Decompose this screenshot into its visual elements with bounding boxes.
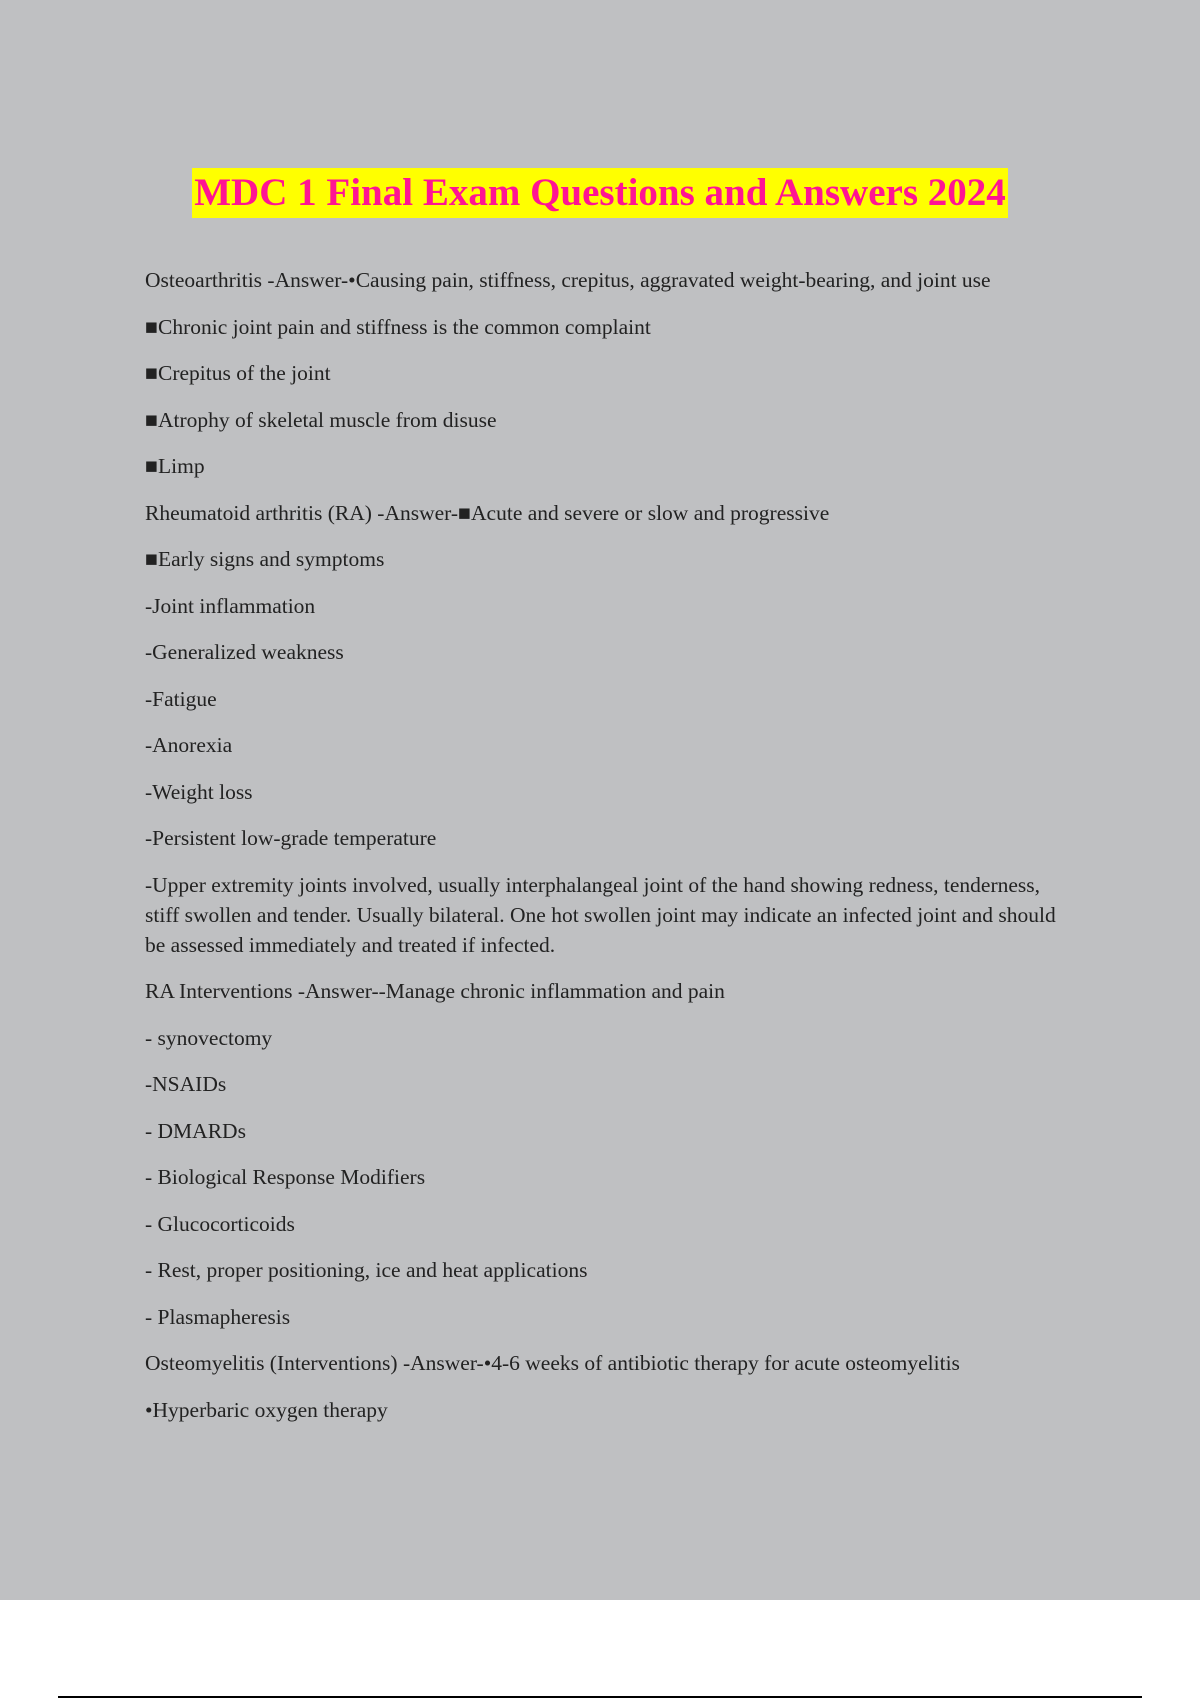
paragraph: -Fatigue bbox=[145, 686, 217, 711]
paragraph: •Hyperbaric oxygen therapy bbox=[145, 1397, 388, 1422]
paragraph: - synovectomy bbox=[145, 1025, 273, 1050]
paragraph: Osteoarthritis -Answer-•Causing pain, stiffness, crepitus, aggravated weight-bearing, and joint use bbox=[145, 268, 991, 292]
paragraph: -Generalized weakness bbox=[145, 640, 344, 664]
paragraph: -NSAIDs bbox=[145, 1072, 227, 1096]
paragraph: - DMARDs bbox=[145, 1118, 246, 1143]
paragraph: -Joint inflammation bbox=[145, 593, 316, 618]
paragraph: -Persistent low-grade temperature bbox=[145, 826, 437, 850]
paragraph: -Upper extremity joints involved, usually interphalangeal joint of the hand showing redness, tenderness, stiff swollen and tender. Usually bilateral. One hot swollen joint may indicate an infected joint and should be assessed immediately and treated if infected. bbox=[145, 872, 1056, 957]
paragraph: Rheumatoid arthritis (RA) -Answer-■Acute and severe or slow and progressive bbox=[145, 500, 830, 525]
page-title: MDC 1 Final Exam Questions and Answers 2024 bbox=[192, 168, 1008, 218]
paragraph: - Glucocorticoids bbox=[145, 1211, 295, 1236]
paragraph: RA Interventions -Answer--Manage chronic inflammation and pain bbox=[145, 979, 725, 1003]
paragraph: - Biological Response Modifiers bbox=[145, 1165, 426, 1189]
paragraph: ■Crepitus of the joint bbox=[145, 361, 331, 385]
paragraph: ■Early signs and symptoms bbox=[145, 547, 385, 571]
paragraph: - Rest, proper positioning, ice and heat applications bbox=[145, 1258, 588, 1282]
paragraph: - Plasmapheresis bbox=[145, 1304, 291, 1329]
paragraph: ■Limp bbox=[145, 454, 205, 478]
title-container bbox=[0, 168, 1200, 218]
paragraph: Osteomyelitis (Interventions) -Answer-•4-6 weeks of antibiotic therapy for acute osteomyelitis bbox=[145, 1351, 960, 1375]
bottom-divider bbox=[58, 1696, 1142, 1698]
paragraph: -Anorexia bbox=[145, 733, 233, 757]
document-body bbox=[145, 265, 1070, 1441]
paragraph: -Weight loss bbox=[145, 779, 253, 804]
paragraph: ■Chronic joint pain and stiffness is the common complaint bbox=[145, 314, 651, 339]
paragraph: ■Atrophy of skeletal muscle from disuse bbox=[145, 407, 497, 432]
